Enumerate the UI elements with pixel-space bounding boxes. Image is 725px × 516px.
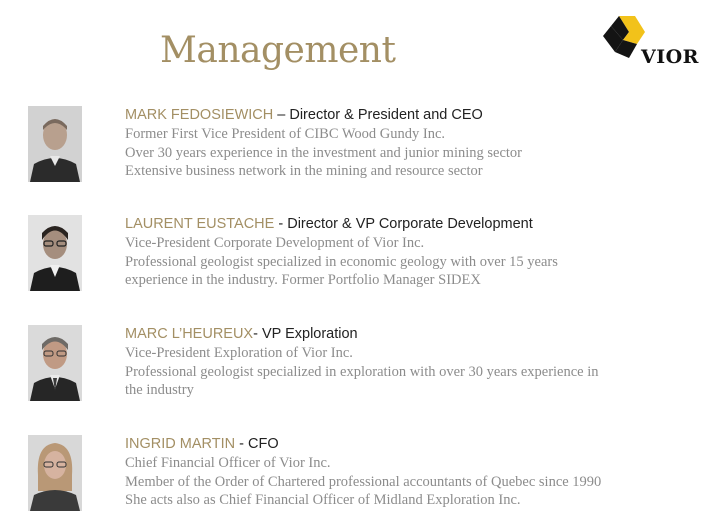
bio-line: She acts also as Chief Financial Officer of Midland Exploration Inc. [125,492,521,508]
logo-wordmark: VIOR [641,46,699,68]
bio-line: Member of the Order of Chartered professional accountants of Quebec since 1990 [125,473,602,490]
bio-line: Over 30 years experience in the investment and junior mining sector [125,144,523,161]
person-role: VP Exploration [261,326,358,342]
person-headline [125,215,705,234]
person-name: MARC L’HEUREUX [125,326,254,342]
person-name: MARK FEDOSIEWICH [125,107,274,123]
bio-line: Vice-President Corporate Development of Vior Inc. [125,235,425,251]
person-name: LAURENT EUSTACHE [125,216,275,232]
portrait-photo [28,325,82,401]
person-headline [125,435,705,454]
bio-line: Extensive business network in the mining and resource sector [125,163,483,179]
person-role: Director & President and CEO [289,107,483,123]
headline-separator: - [253,326,262,342]
headline-separator: - [235,436,248,452]
portrait-photo [28,215,82,291]
page-title: Management [160,30,396,71]
headline-separator: - [274,216,288,232]
person-headline [125,106,705,125]
vior-logo [601,14,705,70]
headline-separator: – [273,107,290,123]
person-bio [125,435,705,510]
portrait-photo [28,106,82,182]
bio-line: the industry [125,382,194,398]
person-role: CFO [248,436,279,452]
bio-line: Vice-President Exploration of Vior Inc. [125,345,353,361]
person-headline [125,325,705,344]
bio-line: Professional geologist specialized in exploration with over 30 years experience in [125,363,599,380]
bio-line: experience in the industry. Former Portfolio Manager SIDEX [125,272,481,288]
person-name: INGRID MARTIN [125,436,236,452]
bio-line: Former First Vice President of CIBC Wood Gundy Inc. [125,126,446,142]
bio-line: Professional geologist specialized in economic geology with over 15 years [125,253,558,270]
person-bio [125,215,705,290]
portrait-photo [28,435,82,511]
person-bio [125,106,705,181]
bio-line: Chief Financial Officer of Vior Inc. [125,455,331,471]
person-role: Director & VP Corporate Development [287,216,533,232]
person-bio [125,325,705,400]
